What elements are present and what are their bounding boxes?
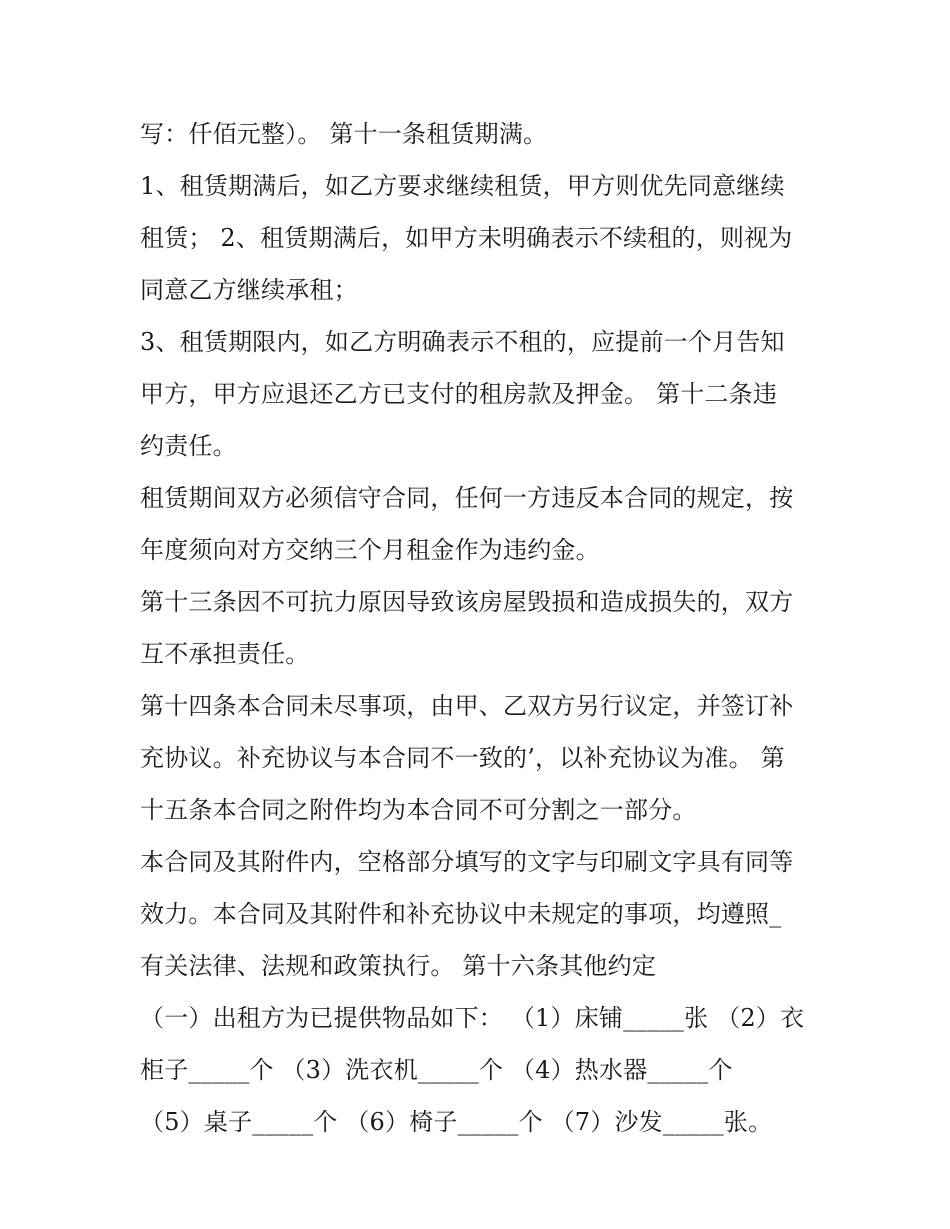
text-line-15: 本合同及其附件内，空格部分填写的文字与印刷文字具有同等 bbox=[140, 848, 794, 876]
text-line-14: 十五条本合同之附件均为本合同不可分割之一部分。 bbox=[140, 796, 697, 824]
text-line-16: 效力。本合同及其附件和补充协议中未规定的事项，均遵照_ bbox=[140, 900, 782, 928]
text-line-9: 年度须向对方交纳三个月租金作为违约金。 bbox=[140, 536, 600, 564]
text-line-10: 第十三条因不可抗力原因导致该房屋毁损和造成损失的，双方 bbox=[140, 588, 794, 616]
text-line-19: 柜子_____个 （3）洗衣机_____个 （4）热水器_____个 bbox=[140, 1056, 733, 1084]
text-line-12: 第十四条本合同未尽事项，由甲、乙双方另行议定，并签订补 bbox=[140, 692, 794, 720]
text-line-13: 充协议。补充协议与本合同不一致的’，以补充协议为准。 第 bbox=[140, 744, 785, 772]
text-line-17: 有关法律、法规和政策执行。 第十六条其他约定 bbox=[140, 952, 657, 980]
text-line-4: 同意乙方继续承租； bbox=[140, 276, 358, 304]
text-line-1: 写：仟佰元整）。 第十一条租赁期满。 bbox=[140, 120, 548, 148]
text-line-7: 约责任。 bbox=[140, 432, 237, 460]
text-line-5: 3、租赁期限内，如乙方明确表示不租的，应提前一个月告知 bbox=[140, 328, 785, 356]
contract-text bbox=[140, 108, 830, 1148]
text-line-20: （5）桌子_____个 （6）椅子_____个 （7）沙发_____张。 bbox=[140, 1108, 773, 1136]
text-line-3: 租赁； 2、租赁期满后，如甲方未明确表示不续租的，则视为 bbox=[140, 224, 793, 252]
text-line-18: （一）出租方为已提供物品如下： （1）床铺_____张 （2）衣 bbox=[140, 1004, 805, 1032]
text-line-8: 租赁期间双方必须信守合同，任何一方违反本合同的规定，按 bbox=[140, 484, 794, 512]
text-line-2: 1、租赁期满后，如乙方要求继续租赁，甲方则优先同意继续 bbox=[140, 172, 785, 200]
text-line-6: 甲方，甲方应退还乙方已支付的租房款及押金。 第十二条违 bbox=[140, 380, 778, 408]
text-line-11: 互不承担责任。 bbox=[140, 640, 310, 668]
